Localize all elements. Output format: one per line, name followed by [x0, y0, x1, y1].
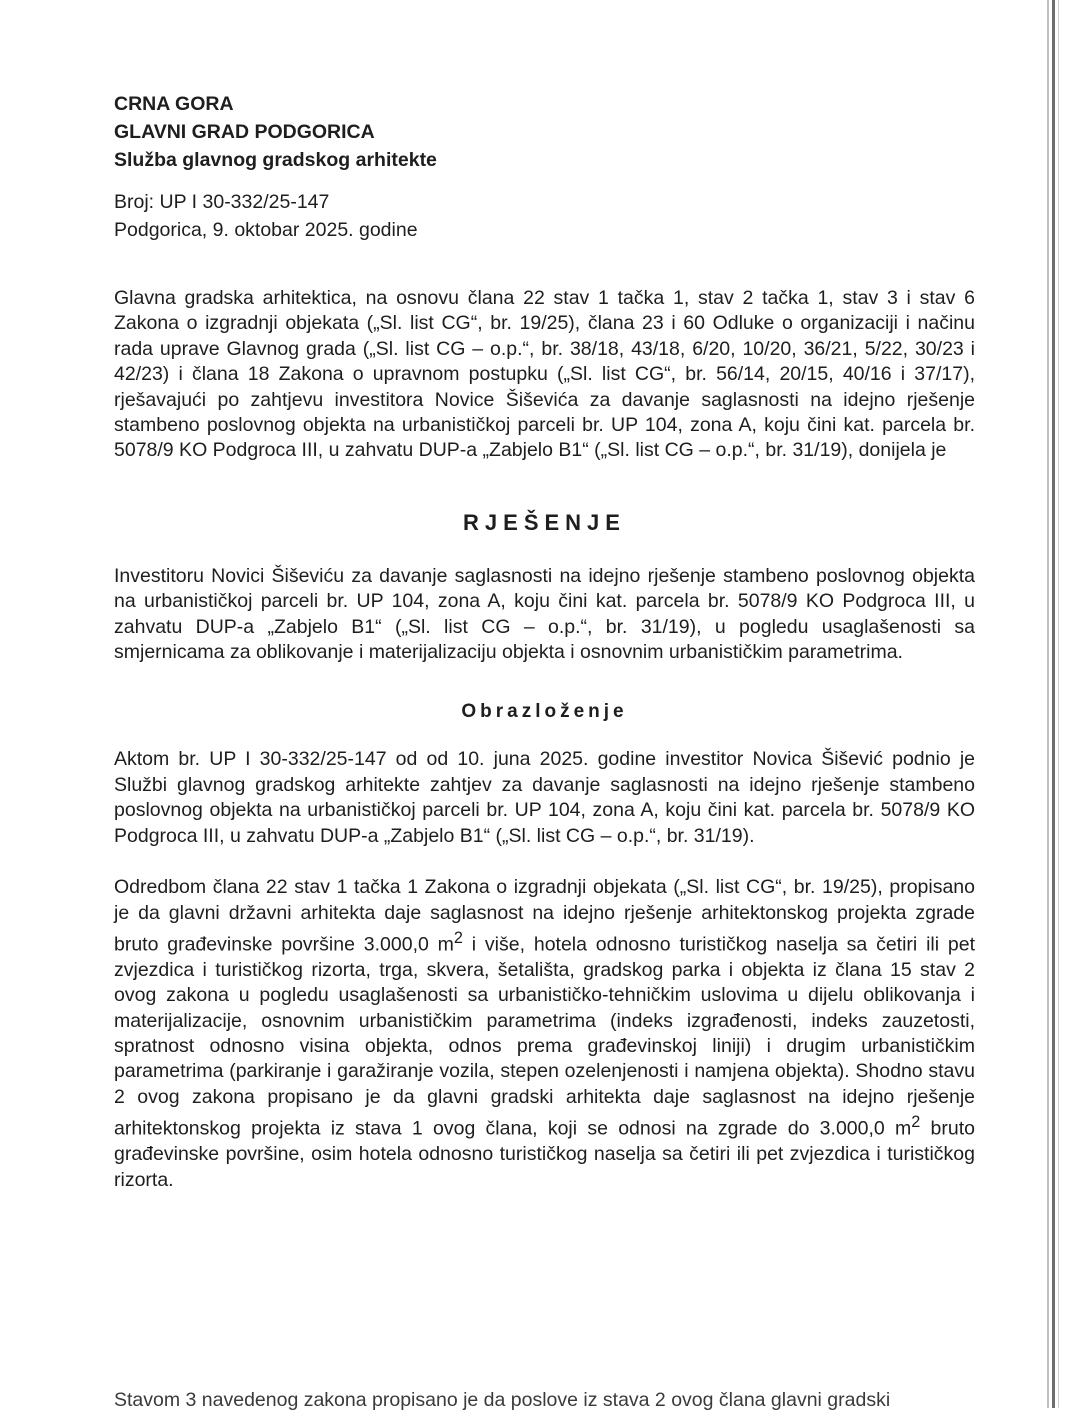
header-office: Služba glavnog gradskog arhitekte: [114, 149, 437, 171]
document-place-date: Podgorica, 9. oktobar 2025. godine: [114, 219, 418, 241]
superscript-2: 2: [453, 928, 463, 947]
decision-paragraph: Investitoru Novici Šiševiću za davanje saglasnosti na idejno rješenje stambeno poslovnog objekta na urbanističkoj parceli br. UP 104, zona A, koju čini kat. parcela br. 5078/9 KO Podgroca III, u zahvatu DUP-a „Zabjelo B1“ („Sl. list CG – o.p.“, br. 31/19), u pogledu usaglašenosti sa smjernicama za oblikovanje i materijalizaciju objekta i osnovnim urbanističkim parametrima.: [114, 564, 975, 664]
document-page: [114, 90, 975, 1193]
reasoning-text-part: bruto građevinske površine, osim hotela odnosno turističkog naselja sa četiri ili pet zvjezdica i turističkog rizorta.: [114, 1117, 975, 1191]
superscript-2: 2: [911, 1113, 921, 1132]
cut-off-text: Stavom 3 navedenog zakona propisano je da poslove iz stava 2 ovog člana glavni gradski: [114, 1389, 891, 1411]
document-header: [114, 90, 975, 174]
reasoning-text-part: i više, hotela odnosno turističkog naselja sa četiri ili pet zvjezdica i turističkog rizorta, trga, skvera, šetališta, gradskog parka i objekta iz člana 15 stav 2 ovog zakona u pogledu usaglašenosti sa urbanističko-tehničkim uslovima u dijelu oblikovanja i materijalizacije, osnovnim urbanističkim parametrima (indeks izgrađenosti, indeks zauzetosti, spratnost odnosno visina objekta, odnos prema građevinskoj liniji) i drugim urbanističkim parametrima (parkiranje i garažiranje vozila, stepen ozelenjenosti i namjena objekta). Shodno stavu 2 ovog zakona propisano je da glavni gradski arhitekta daje saglasnost na idejno rješenje arhitektonskog projekta iz stava 1 ovog člana, koji se odnosi na zgrade do 3.000,0 m: [114, 933, 976, 1140]
intro-paragraph: Glavna gradska arhitektica, na osnovu člana 22 stav 1 tačka 1, stav 2 tačka 1, stav 3 i stav 6 Zakona o izgradnji objekata („Sl. list CG“, br. 19/25), člana 23 i 60 Odluke o organizaciji i načinu rada uprave Glavnog grada („Sl. list CG – o.p.“, br. 38/18, 43/18, 6/20, 10/20, 36/21, 5/22, 30/23 i 42/23) i člana 18 Zakona o upravnom postupku („Sl. list CG“, br. 56/14, 20/15, 40/16 i 37/17), rješavajući po zahtjevu investitora Novice Šiševića za davanje saglasnosti na idejno rješenje stambeno poslovnog objekta na urbanističkoj parceli br. UP 104, zona A, koju čini kat. parcela br. 5078/9 KO Podgroca III, u zahvatu DUP-a „Zabjelo B1“ („Sl. list CG – o.p.“, br. 31/19), donijela je: [114, 287, 975, 462]
reasoning-paragraph-1: Aktom br. UP I 30-332/25-147 od od 10. juna 2025. godine investitor Novica Šišević podnio je Službi glavnog gradskog arhitekte zahtjev za davanje saglasnosti na idejno rješenje stambeno poslovnog objekta na urbanističkoj parceli br. UP 104, zona A, koju čini kat. parcela br. 5078/9 KO Podgroca III, u zahvatu DUP-a „Zabjelo B1“ („Sl. list CG – o.p.“, br. 31/19).: [114, 748, 975, 847]
reasoning-title: Obrazloženje: [461, 701, 628, 723]
reasoning-paragraph-2: [114, 875, 975, 1193]
document-number: Broj: UP I 30-332/25-147: [114, 191, 330, 213]
reasoning-text-part: Odredbom člana 22 stav 1 tačka 1 Zakona o izgradnji objekata („Sl. list CG“, br. 19/25), propisano je da glavni državni arhitekta daje saglasnost na idejno rješenje arhitektonskog projekta zgrade bruto građevinske površine 3.000,0 m: [114, 876, 975, 956]
document-meta: [114, 188, 975, 244]
header-country: CRNA GORA: [114, 93, 234, 115]
scan-edge-line: [1058, 0, 1059, 1408]
decision-title: RJEŠENJE: [463, 509, 626, 535]
cut-off-line: [114, 1389, 975, 1411]
header-city: GLAVNI GRAD PODGORICA: [114, 121, 375, 143]
scan-edge-line: [1047, 0, 1049, 1408]
scan-edge-line: [1052, 0, 1055, 1408]
